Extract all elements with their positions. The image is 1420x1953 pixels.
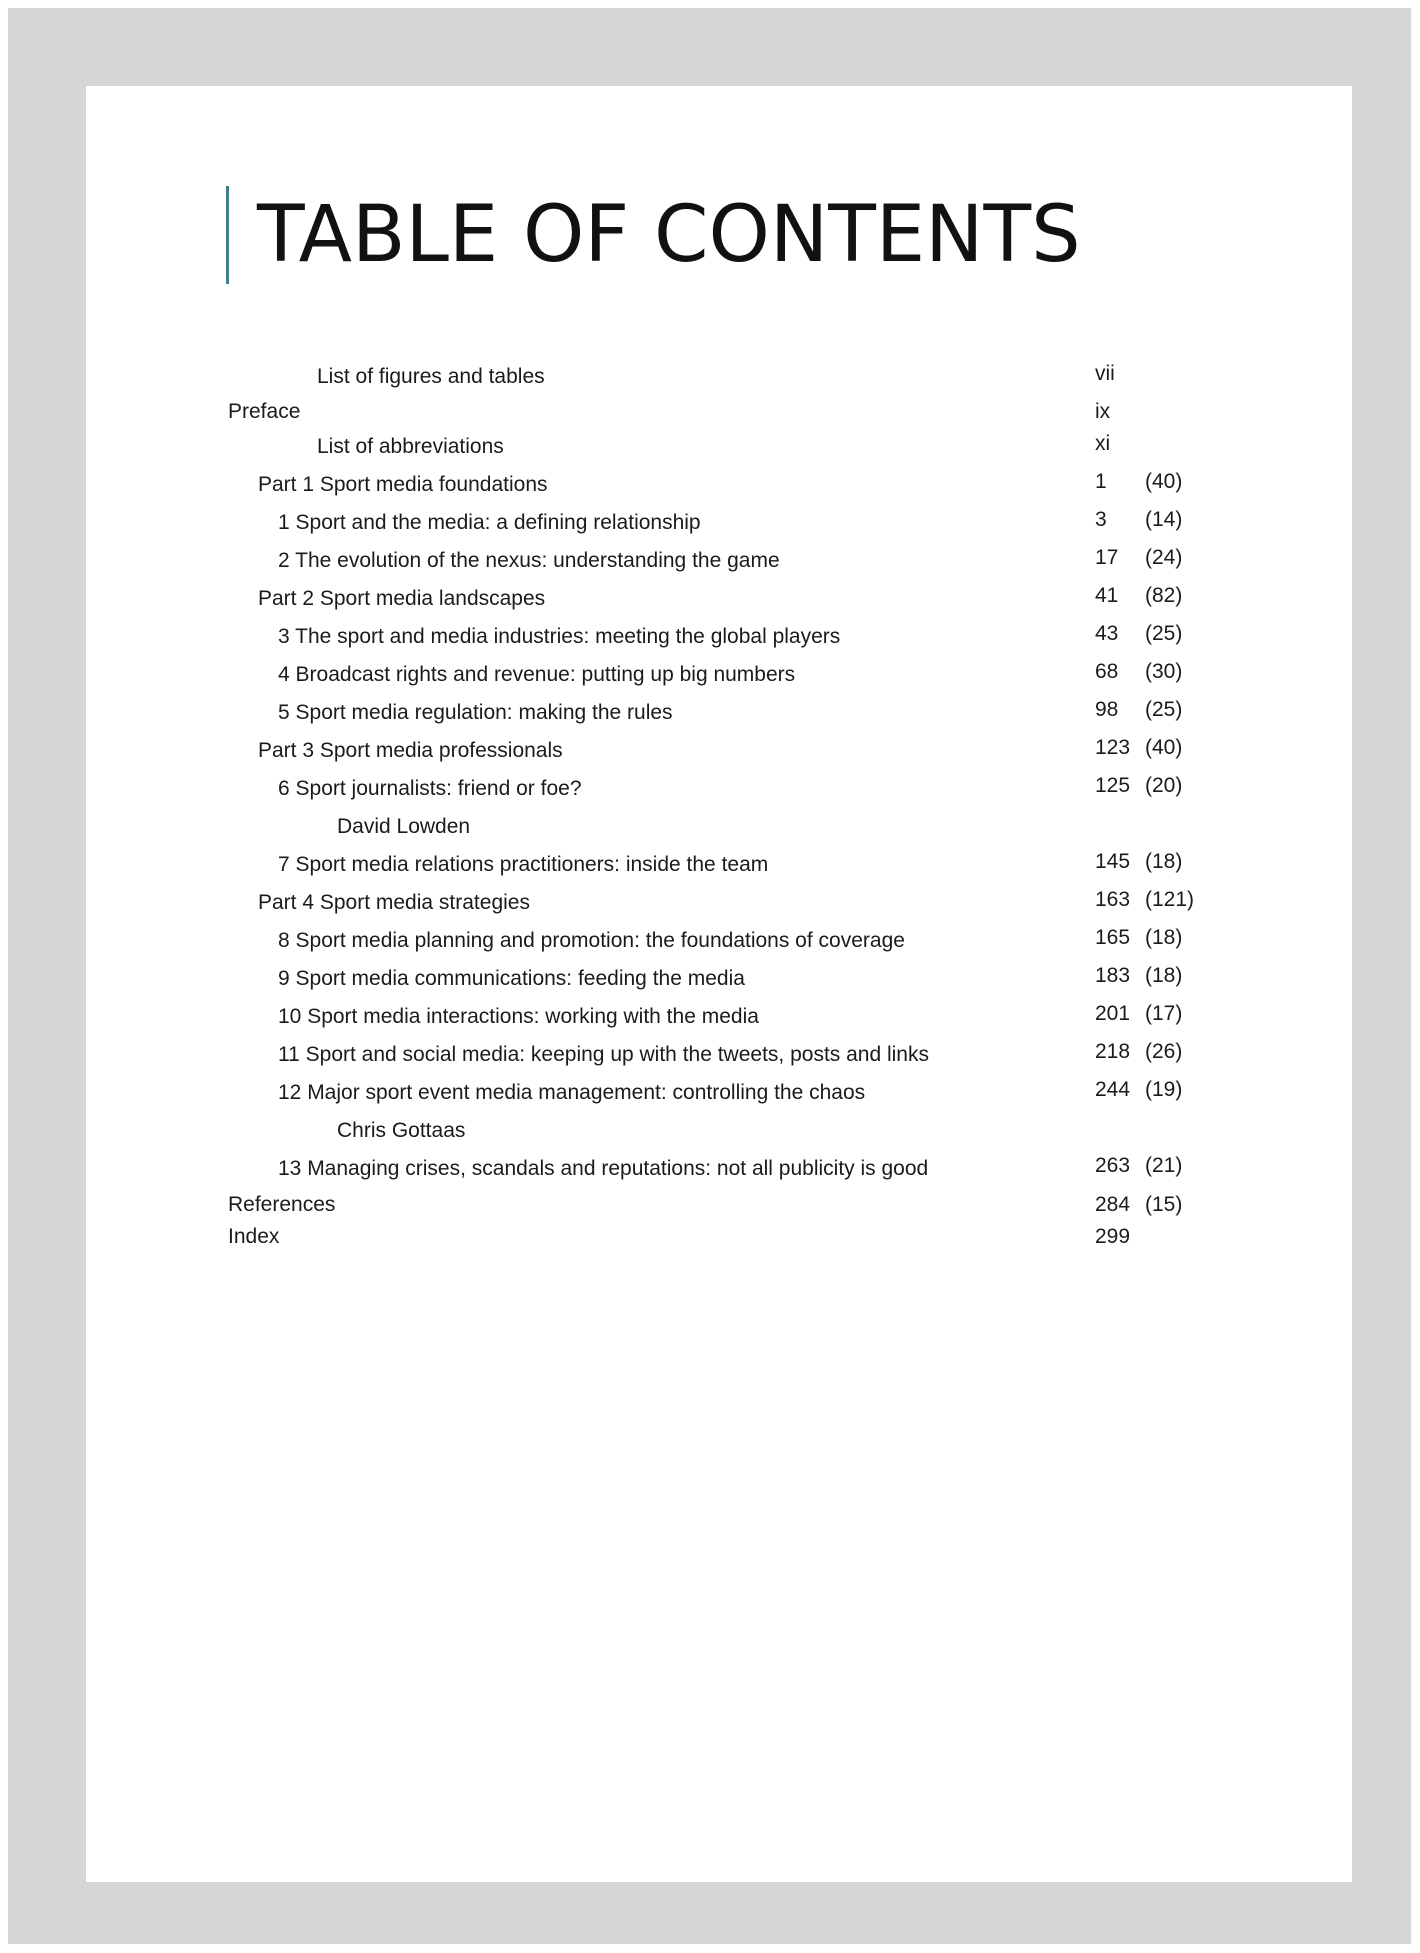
toc-entry-page: 68 xyxy=(1095,660,1119,683)
toc-author xyxy=(86,1116,1352,1146)
toc-entry xyxy=(86,660,1352,690)
toc-author-name: Chris Gottaas xyxy=(337,1119,466,1142)
toc-entry-page: 1 xyxy=(1095,470,1107,493)
toc-entry-count: (40) xyxy=(1145,736,1183,759)
toc-entry-page: 125 xyxy=(1095,774,1131,797)
toc-entry-page: 165 xyxy=(1095,926,1131,949)
toc-entry-count: (19) xyxy=(1145,1078,1183,1101)
toc-entry-count: (24) xyxy=(1145,546,1183,569)
toc-entry-count: (17) xyxy=(1145,1002,1183,1025)
toc-entry-count: (14) xyxy=(1145,508,1183,531)
toc-entry-title: 13 Managing crises, scandals and reputations: not all publicity is good xyxy=(278,1157,929,1180)
toc-entry xyxy=(86,1078,1352,1108)
toc-entry-count: (15) xyxy=(1145,1193,1183,1216)
toc-entry-page: 244 xyxy=(1095,1078,1131,1101)
page-title: TABLE OF CONTENTS xyxy=(257,190,1081,280)
toc-entry xyxy=(86,888,1352,918)
toc-entry-page: 163 xyxy=(1095,888,1131,911)
toc-entry-count: (82) xyxy=(1145,584,1183,607)
toc-entry xyxy=(86,622,1352,652)
toc-entry-count: (30) xyxy=(1145,660,1183,683)
toc-entry-count: (26) xyxy=(1145,1040,1183,1063)
toc-entry xyxy=(86,774,1352,804)
toc-entry xyxy=(86,926,1352,956)
toc-entry xyxy=(86,850,1352,880)
toc-entry-page: 41 xyxy=(1095,584,1119,607)
toc-entry xyxy=(86,736,1352,766)
toc-entry xyxy=(86,470,1352,500)
toc-entry-page: 183 xyxy=(1095,964,1131,987)
toc-entry xyxy=(86,362,1352,392)
toc-entry xyxy=(86,1040,1352,1070)
toc-entry xyxy=(86,546,1352,576)
toc-author xyxy=(86,812,1352,842)
toc-entry-page: ix xyxy=(1095,400,1111,423)
toc-entry-count: (25) xyxy=(1145,622,1183,645)
toc-entry-page: vii xyxy=(1095,362,1115,385)
toc-entry-page: 201 xyxy=(1095,1002,1131,1025)
toc-entry-title: 3 The sport and media industries: meeting the global players xyxy=(278,625,841,648)
toc-entry xyxy=(86,432,1352,462)
toc-entry-page: 299 xyxy=(1095,1225,1131,1248)
toc-entry-page: 263 xyxy=(1095,1154,1131,1177)
toc-entry xyxy=(86,508,1352,538)
toc-entry-title: Preface xyxy=(228,400,301,423)
toc-entry xyxy=(86,397,1352,427)
toc-entry-title: 1 Sport and the media: a defining relationship xyxy=(278,511,701,534)
toc-entry-count: (21) xyxy=(1145,1154,1183,1177)
toc-entry xyxy=(86,964,1352,994)
toc-entry-page: 98 xyxy=(1095,698,1119,721)
toc-entry-count: (121) xyxy=(1145,888,1195,911)
toc-entry-title: Part 2 Sport media landscapes xyxy=(258,587,546,610)
toc-entry xyxy=(86,1154,1352,1184)
toc-entry-title: 12 Major sport event media management: controlling the chaos xyxy=(278,1081,866,1104)
toc-entry-title: 7 Sport media relations practitioners: inside the team xyxy=(278,853,769,876)
toc-entry xyxy=(86,1222,1352,1252)
toc-entry-title: Index xyxy=(228,1225,280,1248)
toc-entry-title: 6 Sport journalists: friend or foe? xyxy=(278,777,582,800)
toc-entry-title: 11 Sport and social media: keeping up with the tweets, posts and links xyxy=(278,1043,929,1066)
toc-author-name: David Lowden xyxy=(337,815,471,838)
toc-entry-title: 4 Broadcast rights and revenue: putting up big numbers xyxy=(278,663,796,686)
toc-entry-count: (20) xyxy=(1145,774,1183,797)
toc-entry-count: (18) xyxy=(1145,926,1183,949)
toc-entry-title: References xyxy=(228,1193,336,1216)
toc-entry-page: xi xyxy=(1095,432,1111,455)
toc-entry-page: 145 xyxy=(1095,850,1131,873)
toc-entry-page: 17 xyxy=(1095,546,1119,569)
toc-entry-title: 5 Sport media regulation: making the rules xyxy=(278,701,673,724)
table-of-contents xyxy=(86,86,1352,1882)
toc-entry-title: List of abbreviations xyxy=(317,435,504,458)
toc-entry xyxy=(86,698,1352,728)
toc-entry-page: 43 xyxy=(1095,622,1119,645)
toc-entry-page: 123 xyxy=(1095,736,1131,759)
toc-entry-title: Part 1 Sport media foundations xyxy=(258,473,548,496)
document-page xyxy=(86,86,1352,1882)
toc-entry-count: (18) xyxy=(1145,850,1183,873)
toc-entry-title: Part 3 Sport media professionals xyxy=(258,739,563,762)
toc-entry-title: 10 Sport media interactions: working with the media xyxy=(278,1005,759,1028)
toc-entry xyxy=(86,584,1352,614)
toc-entry-count: (18) xyxy=(1145,964,1183,987)
toc-entry-title: List of figures and tables xyxy=(317,365,545,388)
document-frame xyxy=(8,8,1411,1944)
toc-entry xyxy=(86,1190,1352,1220)
toc-entry-page: 218 xyxy=(1095,1040,1131,1063)
toc-entry-title: 8 Sport media planning and promotion: the foundations of coverage xyxy=(278,929,905,952)
toc-entry-page: 3 xyxy=(1095,508,1107,531)
toc-entry-count: (40) xyxy=(1145,470,1183,493)
toc-entry-title: 2 The evolution of the nexus: understanding the game xyxy=(278,549,780,572)
toc-entry xyxy=(86,1002,1352,1032)
toc-entry-page: 284 xyxy=(1095,1193,1131,1216)
toc-entry-title: Part 4 Sport media strategies xyxy=(258,891,530,914)
toc-entry-title: 9 Sport media communications: feeding the media xyxy=(278,967,745,990)
toc-entry-count: (25) xyxy=(1145,698,1183,721)
